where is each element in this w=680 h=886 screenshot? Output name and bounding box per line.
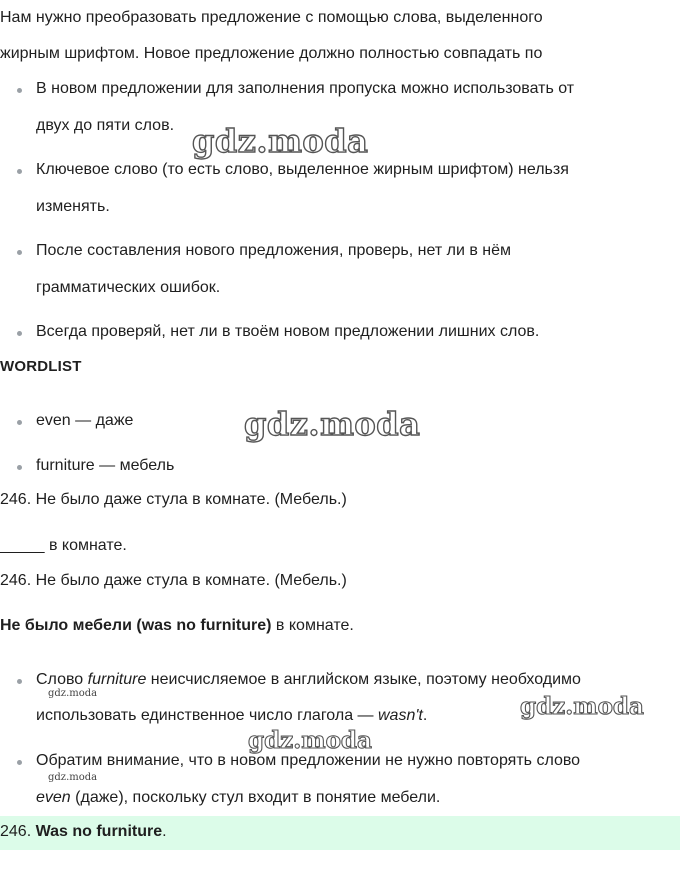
wordlist-item-furniture: furniture — мебель bbox=[36, 457, 175, 474]
watermark-small: gdz.moda bbox=[48, 688, 98, 699]
wordlist-heading: WORDLIST bbox=[0, 358, 82, 375]
watermark-logo: gdz.moda bbox=[248, 727, 372, 754]
task-answer-bold: Не было мебели (was no furniture) bbox=[0, 617, 272, 634]
watermark-small: gdz.moda bbox=[48, 772, 98, 783]
task-answer-rest: в комнате. bbox=[271, 617, 354, 634]
final-answer-dot: . bbox=[162, 823, 167, 840]
rule-2-line-2: изменять. bbox=[36, 198, 110, 215]
task-sentence-repeat: 246. Не было даже стула в комнате. (Мебель.) bbox=[0, 572, 347, 589]
bullet-dot bbox=[17, 679, 22, 684]
watermark-logo: gdz.moda bbox=[520, 693, 644, 720]
final-answer-text: Was no furniture bbox=[35, 823, 163, 840]
rule-4-line-1: Всегда проверяй, нет ли в твоём новом предложении лишних слов. bbox=[36, 323, 540, 340]
task-gap-line: _____ в комнате. bbox=[0, 537, 127, 554]
rule-3-line-2: грамматических ошибок. bbox=[36, 279, 221, 296]
bullet-dot bbox=[17, 465, 22, 470]
explanation-1-line-2 bbox=[36, 707, 427, 725]
intro-line-2: жирным шрифтом. Новое предложение должно полностью совпадать по bbox=[0, 45, 543, 62]
bullet-dot bbox=[17, 760, 22, 765]
explanation-1-line-1 bbox=[36, 671, 581, 689]
explanation-italic-word: even bbox=[36, 789, 71, 806]
task-answer-line bbox=[0, 617, 354, 635]
intro-line-1: Нам нужно преобразовать предложение с помощью слова, выделенного bbox=[0, 9, 543, 26]
bullet-dot bbox=[17, 420, 22, 425]
final-answer bbox=[0, 823, 167, 841]
explanation-text: Слово bbox=[36, 671, 88, 688]
explanation-2-line-1: Обратим внимание, что в новом предложении не нужно повторять слово bbox=[36, 752, 581, 769]
explanation-text: . bbox=[422, 707, 428, 724]
watermark-logo: gdz.moda bbox=[244, 405, 421, 443]
task-sentence: 246. Не было даже стула в комнате. (Мебель.) bbox=[0, 491, 347, 508]
rule-1-line-2: двух до пяти слов. bbox=[36, 117, 175, 134]
explanation-italic-word: furniture bbox=[87, 671, 147, 688]
bullet-dot bbox=[17, 169, 22, 174]
rule-2-line-1: Ключевое слово (то есть слово, выделенное жирным шрифтом) нельзя bbox=[36, 161, 569, 178]
explanation-italic-word: wasn't bbox=[377, 707, 423, 724]
rule-1-line-1: В новом предложении для заполнения пропуска можно использовать от bbox=[36, 80, 575, 97]
bullet-dot bbox=[17, 250, 22, 255]
bullet-dot bbox=[17, 331, 22, 336]
final-answer-number: 246. bbox=[0, 823, 36, 840]
bullet-dot bbox=[17, 88, 22, 93]
explanation-text: (даже), поскольку стул входит в понятие мебели. bbox=[70, 789, 441, 806]
explanation-text: неисчисляемое в английском языке, поэтому необходимо bbox=[146, 671, 581, 688]
explanation-text: использовать единственное число глагола — bbox=[36, 707, 378, 724]
watermark-logo: gdz.moda bbox=[192, 122, 369, 160]
explanation-2-line-2 bbox=[36, 789, 440, 807]
wordlist-item-even: even — даже bbox=[36, 412, 134, 429]
rule-3-line-1: После составления нового предложения, проверь, нет ли в нём bbox=[36, 242, 512, 259]
